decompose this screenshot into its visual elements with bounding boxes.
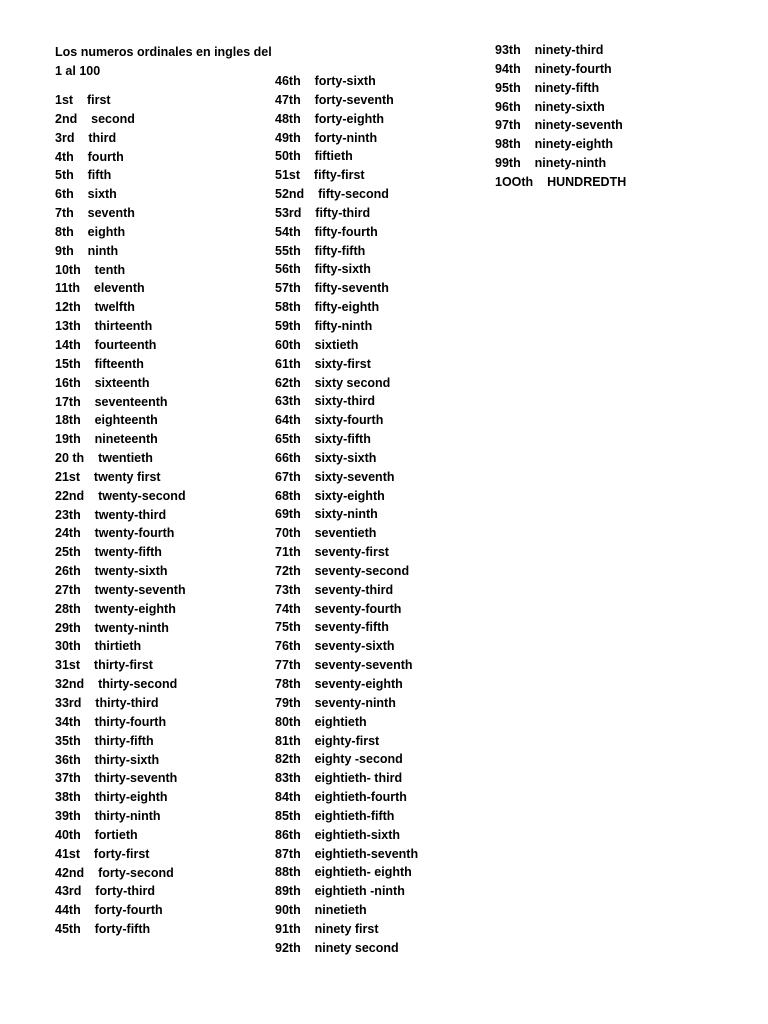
ordinal-row: 52nd fifty-second xyxy=(275,187,389,202)
ordinal-row: 71th seventy-first xyxy=(275,545,389,560)
ordinal-row: 91th ninety first xyxy=(275,921,379,936)
ordinal-row: 93th ninety-third xyxy=(495,43,604,57)
ordinal-row: 88th eightieth- eighth xyxy=(275,865,412,880)
ordinal-row: 83th eightieth- third xyxy=(275,771,403,786)
ordinal-row: 55th fifty-fifth xyxy=(275,243,366,258)
ordinal-row: 75th seventy-fifth xyxy=(275,620,389,635)
ordinal-row: 21st twenty first xyxy=(55,469,161,484)
ordinal-row: 17th seventeenth xyxy=(55,394,168,409)
ordinal-row: 6th sixth xyxy=(55,187,117,202)
ordinal-row: 80th eightieth xyxy=(275,714,367,729)
ordinal-row: 50th fiftieth xyxy=(275,149,353,164)
ordinal-row: 45th forty-fifth xyxy=(55,922,151,937)
ordinal-row: 65th sixty-fifth xyxy=(275,432,371,447)
ordinal-row: 12th twelfth xyxy=(55,300,135,315)
ordinal-row: 22nd twenty-second xyxy=(55,488,186,503)
ordinal-row: 30th thirtieth xyxy=(55,639,142,654)
ordinal-row: 1st first xyxy=(55,93,111,107)
ordinal-row: 11th eleventh xyxy=(55,281,145,296)
ordinal-row: 63th sixty-third xyxy=(275,394,376,409)
ordinal-row: 94th ninety-fourth xyxy=(495,61,612,76)
ordinal-row: 68th sixty-eighth xyxy=(275,488,385,503)
ordinal-row: 32nd thirty-second xyxy=(55,677,178,692)
ordinal-row: 26th twenty-sixth xyxy=(55,564,168,579)
ordinal-row: 69th sixty-ninth xyxy=(275,507,378,522)
ordinal-row: 35th thirty-fifth xyxy=(55,733,154,748)
ordinal-row: 53rd fifty-third xyxy=(275,205,371,220)
ordinal-row: 56th fifty-sixth xyxy=(275,262,371,277)
ordinal-row: 16th sixteenth xyxy=(55,375,150,390)
ordinal-row: 25th twenty-fifth xyxy=(55,545,162,560)
ordinal-row: 43rd forty-third xyxy=(55,884,156,899)
ordinal-row: 14th fourteenth xyxy=(55,337,157,352)
ordinal-row: 99th ninety-ninth xyxy=(495,156,607,171)
ordinal-row: 39th thirty-ninth xyxy=(55,809,161,824)
ordinal-row: 18th eighteenth xyxy=(55,413,158,428)
ordinal-row: 48th forty-eighth xyxy=(275,111,385,126)
ordinal-row: 29th twenty-ninth xyxy=(55,620,169,635)
ordinal-row: 86th eightieth-sixth xyxy=(275,827,401,842)
ordinal-row: 34th thirty-fourth xyxy=(55,714,167,729)
ordinal-row: 60th sixtieth xyxy=(275,337,359,352)
title-line-1: Los numeros ordinales en ingles del xyxy=(55,45,272,59)
ordinal-row: 2nd second xyxy=(55,111,135,126)
ordinal-row: 81th eighty-first xyxy=(275,733,380,748)
ordinal-row: 58th fifty-eighth xyxy=(275,300,380,315)
ordinal-row: 8th eighth xyxy=(55,224,126,239)
ordinal-row: 41st forty-first xyxy=(55,846,150,861)
ordinal-row: 4th fourth xyxy=(55,149,124,164)
ordinal-row: 42nd forty-second xyxy=(55,865,174,880)
ordinal-row: 44th forty-fourth xyxy=(55,903,163,918)
ordinal-row: 1OOth HUNDREDTH xyxy=(495,174,627,189)
ordinal-row: 89th eightieth -ninth xyxy=(275,884,405,899)
ordinal-row: 47th forty-seventh xyxy=(275,92,394,107)
ordinal-row: 28th twenty-eighth xyxy=(55,601,176,616)
ordinal-row: 98th ninety-eighth xyxy=(495,137,614,152)
ordinal-row: 3rd third xyxy=(55,130,117,145)
ordinal-row: 79th seventy-ninth xyxy=(275,695,396,710)
ordinal-row: 20 th twentieth xyxy=(55,451,153,466)
ordinal-row: 38th thirty-eighth xyxy=(55,790,168,805)
ordinal-row: 66th sixty-sixth xyxy=(275,450,377,465)
ordinal-column-2 xyxy=(275,72,418,958)
ordinal-column-1 xyxy=(55,91,186,939)
ordinal-row: 73th seventy-third xyxy=(275,582,394,597)
ordinal-row: 74th seventy-fourth xyxy=(275,601,402,616)
ordinal-row: 15th fifteenth xyxy=(55,356,144,371)
ordinal-row: 70th seventieth xyxy=(275,526,377,541)
ordinal-row: 76th seventy-sixth xyxy=(275,639,395,654)
ordinal-row: 97th ninety-seventh xyxy=(495,118,623,133)
ordinal-row: 90th ninetieth xyxy=(275,903,367,918)
ordinal-row: 95th ninety-fifth xyxy=(495,80,600,95)
ordinal-row: 24th twenty-fourth xyxy=(55,526,175,541)
ordinal-row: 37th thirty-seventh xyxy=(55,771,178,786)
ordinal-row: 10th tenth xyxy=(55,262,126,277)
ordinal-row: 7th seventh xyxy=(55,206,135,221)
ordinal-row: 87th eightieth-seventh xyxy=(275,846,419,861)
ordinal-row: 77th seventy-seventh xyxy=(275,658,413,673)
ordinal-row: 54th fifty-fourth xyxy=(275,224,378,239)
ordinal-row: 85th eightieth-fifth xyxy=(275,808,395,823)
ordinal-row: 82th eighty -second xyxy=(275,752,403,767)
ordinal-row: 64th sixty-fourth xyxy=(275,413,384,428)
ordinal-row: 19th nineteenth xyxy=(55,432,158,447)
ordinal-row: 96th ninety-sixth xyxy=(495,99,605,114)
ordinal-row: 9th ninth xyxy=(55,243,119,258)
ordinal-row: 5th fifth xyxy=(55,168,112,183)
ordinal-row: 36th thirty-sixth xyxy=(55,752,160,767)
document-title xyxy=(55,43,272,81)
ordinal-row: 84th eightieth-fourth xyxy=(275,790,407,805)
title-line-2: 1 al 100 xyxy=(55,64,101,78)
ordinal-row: 31st thirty-first xyxy=(55,658,153,673)
ordinal-row: 51st fifty-first xyxy=(275,168,365,183)
ordinal-row: 59th fifty-ninth xyxy=(275,318,373,333)
ordinal-column-3 xyxy=(495,41,626,192)
ordinal-row: 33rd thirty-third xyxy=(55,696,159,710)
ordinal-row: 92th ninety second xyxy=(275,940,399,955)
ordinal-row: 78th seventy-eighth xyxy=(275,677,403,691)
ordinal-row: 40th fortieth xyxy=(55,827,138,842)
ordinal-row: 61th sixty-first xyxy=(275,356,371,371)
ordinal-row: 49th forty-ninth xyxy=(275,130,378,145)
ordinal-row: 23th twenty-third xyxy=(55,507,167,522)
ordinal-row: 27th twenty-seventh xyxy=(55,582,186,597)
ordinal-row: 67th sixty-seventh xyxy=(275,469,395,484)
ordinal-row: 46th forty-sixth xyxy=(275,74,376,88)
ordinal-row: 72th seventy-second xyxy=(275,563,410,578)
ordinal-row: 13th thirteenth xyxy=(55,319,153,334)
ordinal-row: 57th fifty-seventh xyxy=(275,281,389,296)
ordinal-row: 62th sixty second xyxy=(275,375,391,390)
